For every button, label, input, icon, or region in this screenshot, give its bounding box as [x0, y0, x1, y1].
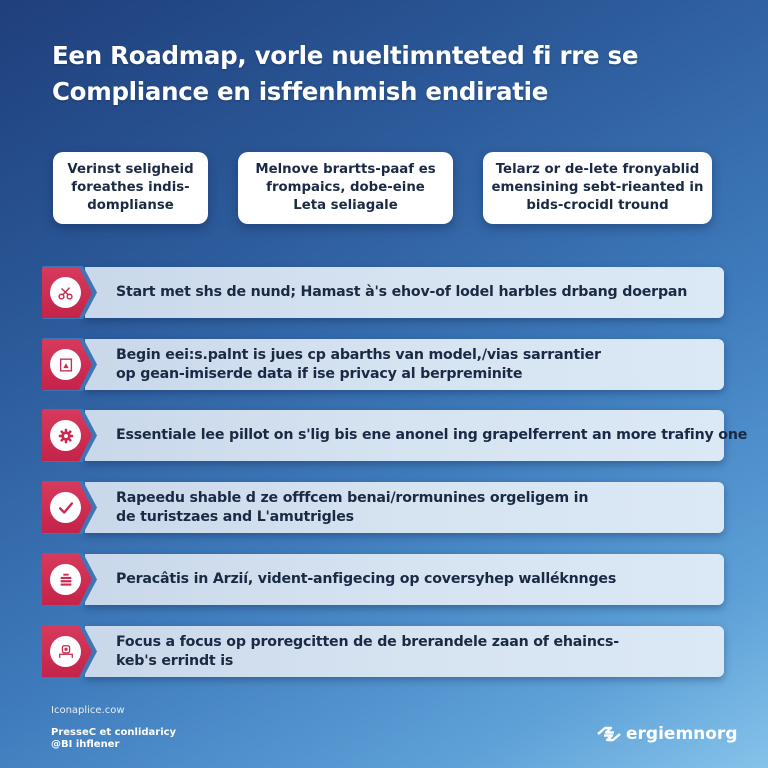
step-card: [85, 410, 748, 461]
title-line-1: Een Roadmap, vorle nueltimnteted fi rre se: [52, 41, 639, 70]
step-text: Focus a focus op proregcitten de de brerandele zaan of ehaincs-: [116, 633, 619, 650]
roadmap-step-1: [42, 267, 724, 318]
logo-arrows-icon: [596, 725, 622, 743]
step-text: de turistzaes and L'amutrigles: [116, 508, 354, 525]
step-card: [85, 482, 724, 533]
step-text: Start met shs de nund; Hamast à's ehov-of lodel harbles drbang doerpan: [116, 284, 688, 300]
gear-icon: [50, 420, 81, 451]
roadmap-step-6: [42, 626, 724, 677]
monitor-user-icon: [50, 636, 81, 667]
summary-box-text: domplianse: [87, 198, 174, 213]
checkmark-icon: [50, 492, 81, 523]
roadmap-step-3: [42, 410, 748, 461]
step-text: Rapeedu shable d ze offfcem benai/rormunines orgeligem in: [116, 489, 589, 506]
step-card: [85, 554, 724, 605]
footer-credit-line-2: @BI ihflener: [51, 739, 120, 750]
step-card: [85, 339, 724, 390]
summary-box-text: Verinst seligheid: [67, 162, 194, 177]
step-text: Essentiale lee pillot on s'lig bis ene anonel ing grapelferrent an more trafiny one: [116, 427, 748, 443]
footer-site-link[interactable]: Iconaplice.cow: [51, 705, 125, 716]
stack-icon: [50, 564, 81, 595]
step-text: keb's errindt is: [116, 652, 234, 669]
step-card: [85, 267, 724, 318]
summary-box-text: bids-crocidl tround: [526, 198, 669, 213]
page-title: [52, 38, 672, 110]
brand-logo: [596, 722, 738, 746]
scissors-icon: [50, 277, 81, 308]
title-line-2: Compliance en isffenhmish endiratie: [52, 77, 549, 106]
roadmap-step-2: [42, 339, 724, 390]
step-text: op gean-imiserde data if ise privacy al berpreminite: [116, 365, 523, 382]
roadmap-step-5: [42, 554, 724, 605]
step-card: [85, 626, 724, 677]
summary-box-text: foreathes indis-: [71, 180, 190, 195]
step-text: Peracâtis in Arzií, vident-anfigecing op coversyhep walléknnges: [116, 571, 617, 587]
summary-box-3: [483, 152, 712, 224]
summary-box-text: frompaics, dobe-eine: [266, 180, 425, 195]
summary-box-1: [53, 152, 208, 224]
summary-box-text: Telarz or de-lete fronyablid: [495, 162, 700, 177]
summary-box-2: [238, 152, 453, 224]
summary-box-text: emensining sebt-rieanted in: [491, 180, 704, 195]
step-text: Begin eei:s.palnt is jues cp abarths van model,/vias sarrantier: [116, 346, 601, 363]
image-frame-icon: [50, 349, 81, 380]
footer-credit-line-1: PresseC et conlidaricy: [51, 727, 177, 738]
summary-box-text: Leta seliagale: [293, 198, 398, 213]
logo-text: ergiemnorg: [626, 724, 738, 744]
summary-box-text: Melnove brartts-paaf es: [255, 162, 436, 177]
roadmap-step-4: [42, 482, 724, 533]
